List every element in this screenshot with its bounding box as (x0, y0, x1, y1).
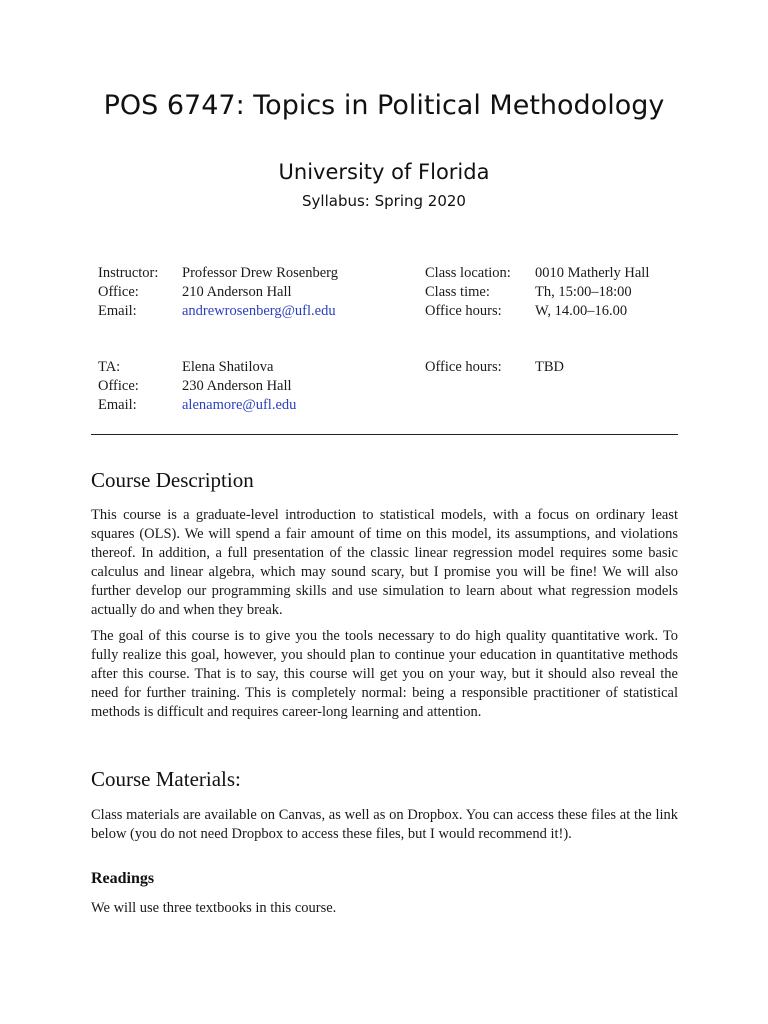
ta-office: 230 Anderson Hall (182, 378, 292, 394)
class-time: Th, 15:00–18:00 (535, 284, 632, 300)
instructor-label: Instructor: (98, 265, 159, 281)
class-location-label: Class location: (425, 265, 511, 281)
syllabus-term: Syllabus: Spring 2020 (302, 192, 466, 210)
instructor-email-label: Email: (98, 303, 137, 319)
ta-office-label: Office: (98, 378, 139, 394)
readings-heading: Readings (91, 870, 155, 887)
instructor-office-hours-label: Office hours: (425, 303, 502, 319)
course-materials-heading: Course Materials: (91, 767, 241, 791)
course-title: POS 6747: Topics in Political Methodology (103, 90, 665, 121)
course-description-heading: Course Description (91, 468, 254, 492)
course-materials-paragraph: Class materials are available on Canvas, as well as on Dropbox. You can access these files at the link below (you do not need Dropbox to access these files, but I would recommend it!). (91, 807, 678, 842)
ta-name: Elena Shatilova (182, 359, 274, 375)
class-location: 0010 Matherly Hall (535, 265, 650, 281)
university-name: University of Florida (278, 160, 490, 184)
class-time-label: Class time: (425, 284, 490, 300)
instructor-office: 210 Anderson Hall (182, 284, 292, 300)
readings-paragraph: We will use three textbooks in this course. (91, 900, 337, 916)
course-description-paragraph-1: This course is a graduate-level introduction to statistical models, with a focus on ordinary least squares (OLS). We will spend a fair amount of time on this model, its assumptions, and violations thereof. In addition, a full presentation of the classic linear regression model requires some basic calculus and linear algebra, which may sound scary, but I promise you will be fine! We will also further develop our programming skills and use simulation to learn about what regression models actually do and when they break. (91, 507, 678, 618)
instructor-office-label: Office: (98, 284, 139, 300)
instructor-office-hours: W, 14.00–16.00 (535, 303, 628, 319)
ta-info (0, 0, 768, 420)
ta-email-link[interactable]: alenamore@ufl.edu (182, 397, 297, 413)
ta-office-hours: TBD (535, 359, 564, 375)
ta-office-hours-label: Office hours: (425, 359, 502, 375)
instructor-email-link[interactable]: andrewrosenberg@ufl.edu (182, 303, 336, 319)
instructor-name: Professor Drew Rosenberg (182, 265, 338, 281)
header-divider (91, 434, 678, 435)
ta-label: TA: (98, 359, 121, 375)
ta-email-label: Email: (98, 397, 137, 413)
course-description-paragraph-2: The goal of this course is to give you the tools necessary to do high quality quantitative work. To fully realize this goal, however, you should plan to continue your education in quantitative methods after this course. That is to say, this course will get you on your way, but it should also reveal the need for further training. This is completely normal: being a responsible practitioner of statistical methods is difficult and requires career-long learning and attention. (91, 628, 678, 720)
